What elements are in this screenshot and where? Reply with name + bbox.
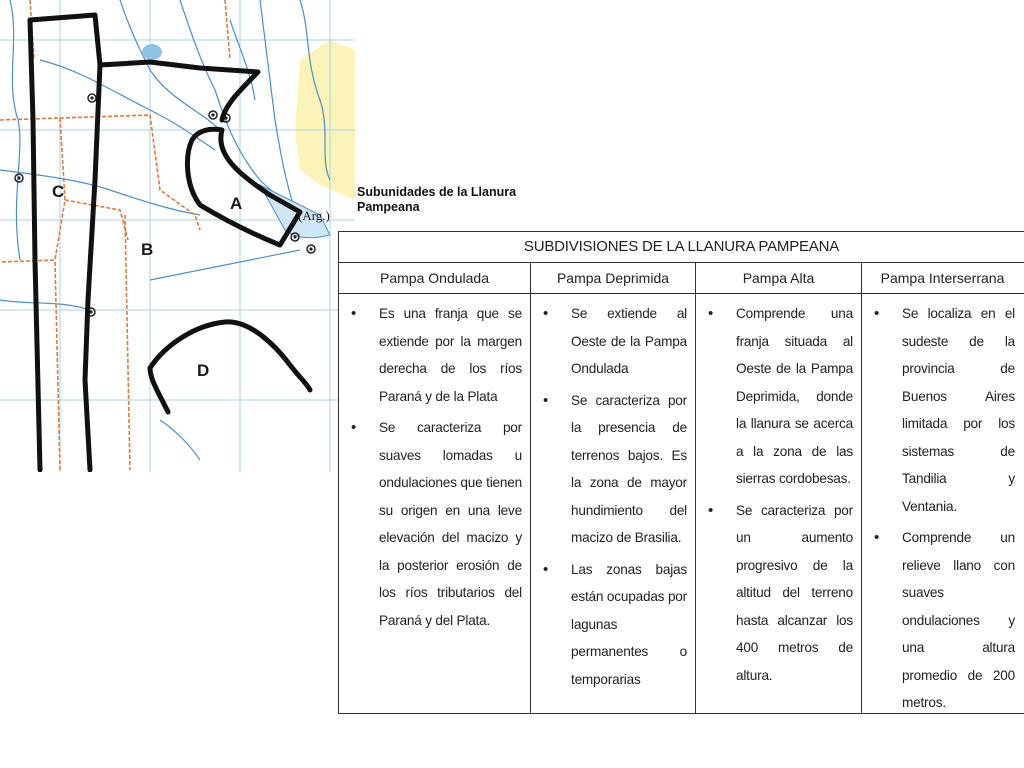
list-item: • Comprende un relieve llano con suaves ondulaciones y una altura promedio de 200 metros. bbox=[870, 524, 1015, 714]
list-item: • Las zonas bajas están ocupadas por lagunas permanentes o temporarias bbox=[539, 556, 687, 694]
subdivisions-table bbox=[338, 231, 1024, 714]
pampean-plain-map bbox=[0, 0, 355, 472]
list-item: • Se caracteriza por suaves lomadas u ondulaciones que tienen su origen en una leve elevación del macizo y la posterior erosión de los ríos tributarios del Paraná y del Plata. bbox=[347, 414, 522, 634]
list-item: • Se caracteriza por un aumento progresivo de la altitud del terreno hasta alcanzar los 400 metros de altura. bbox=[704, 497, 853, 690]
column-pampa-deprimida bbox=[531, 294, 696, 714]
header-pampa-interserrana: Pampa Interserrana bbox=[880, 270, 1005, 286]
arg-label: (Arg.) bbox=[298, 208, 330, 223]
list-item: • Comprende una franja situada al Oeste de la Pampa Deprimida, donde la llanura se acerca a la zona de las sierras cordobesas. bbox=[704, 300, 853, 493]
list-item: • Se extiende al Oeste de la Pampa Ondulada bbox=[539, 300, 687, 383]
table-header-row bbox=[339, 263, 1024, 294]
column-pampa-interserrana bbox=[862, 294, 1023, 714]
map-graphic bbox=[0, 0, 355, 472]
region-label-d: D bbox=[197, 361, 210, 380]
region-label-b: B bbox=[141, 240, 154, 259]
region-label-a: A bbox=[230, 194, 243, 213]
list-item: • Se caracteriza por la presencia de terrenos bajos. Es la zona de mayor hundimiento del macizo de Brasilia. bbox=[539, 387, 687, 552]
map-caption bbox=[357, 185, 557, 215]
table-body-row bbox=[339, 294, 1024, 714]
region-label-c: C bbox=[52, 182, 65, 201]
caption-line-1: Subunidades de la Llanura bbox=[357, 185, 517, 199]
table-title: SUBDIVISIONES DE LA LLANURA PAMPEANA bbox=[339, 232, 1024, 263]
list-item: • Se localiza en el sudeste de la provincia de Buenos Aires limitada por los sistemas de Tandilia y Ventania. bbox=[870, 300, 1015, 520]
column-pampa-ondulada bbox=[339, 294, 531, 714]
caption-line-2: Pampeana bbox=[357, 200, 420, 214]
header-pampa-alta: Pampa Alta bbox=[696, 263, 862, 293]
list-item: • Es una franja que se extiende por la margen derecha de los ríos Paraná y de la Plata bbox=[347, 300, 522, 410]
header-pampa-ondulada: Pampa Ondulada bbox=[339, 263, 531, 293]
column-pampa-alta bbox=[696, 294, 862, 714]
header-pampa-deprimida: Pampa Deprimida bbox=[531, 263, 696, 293]
